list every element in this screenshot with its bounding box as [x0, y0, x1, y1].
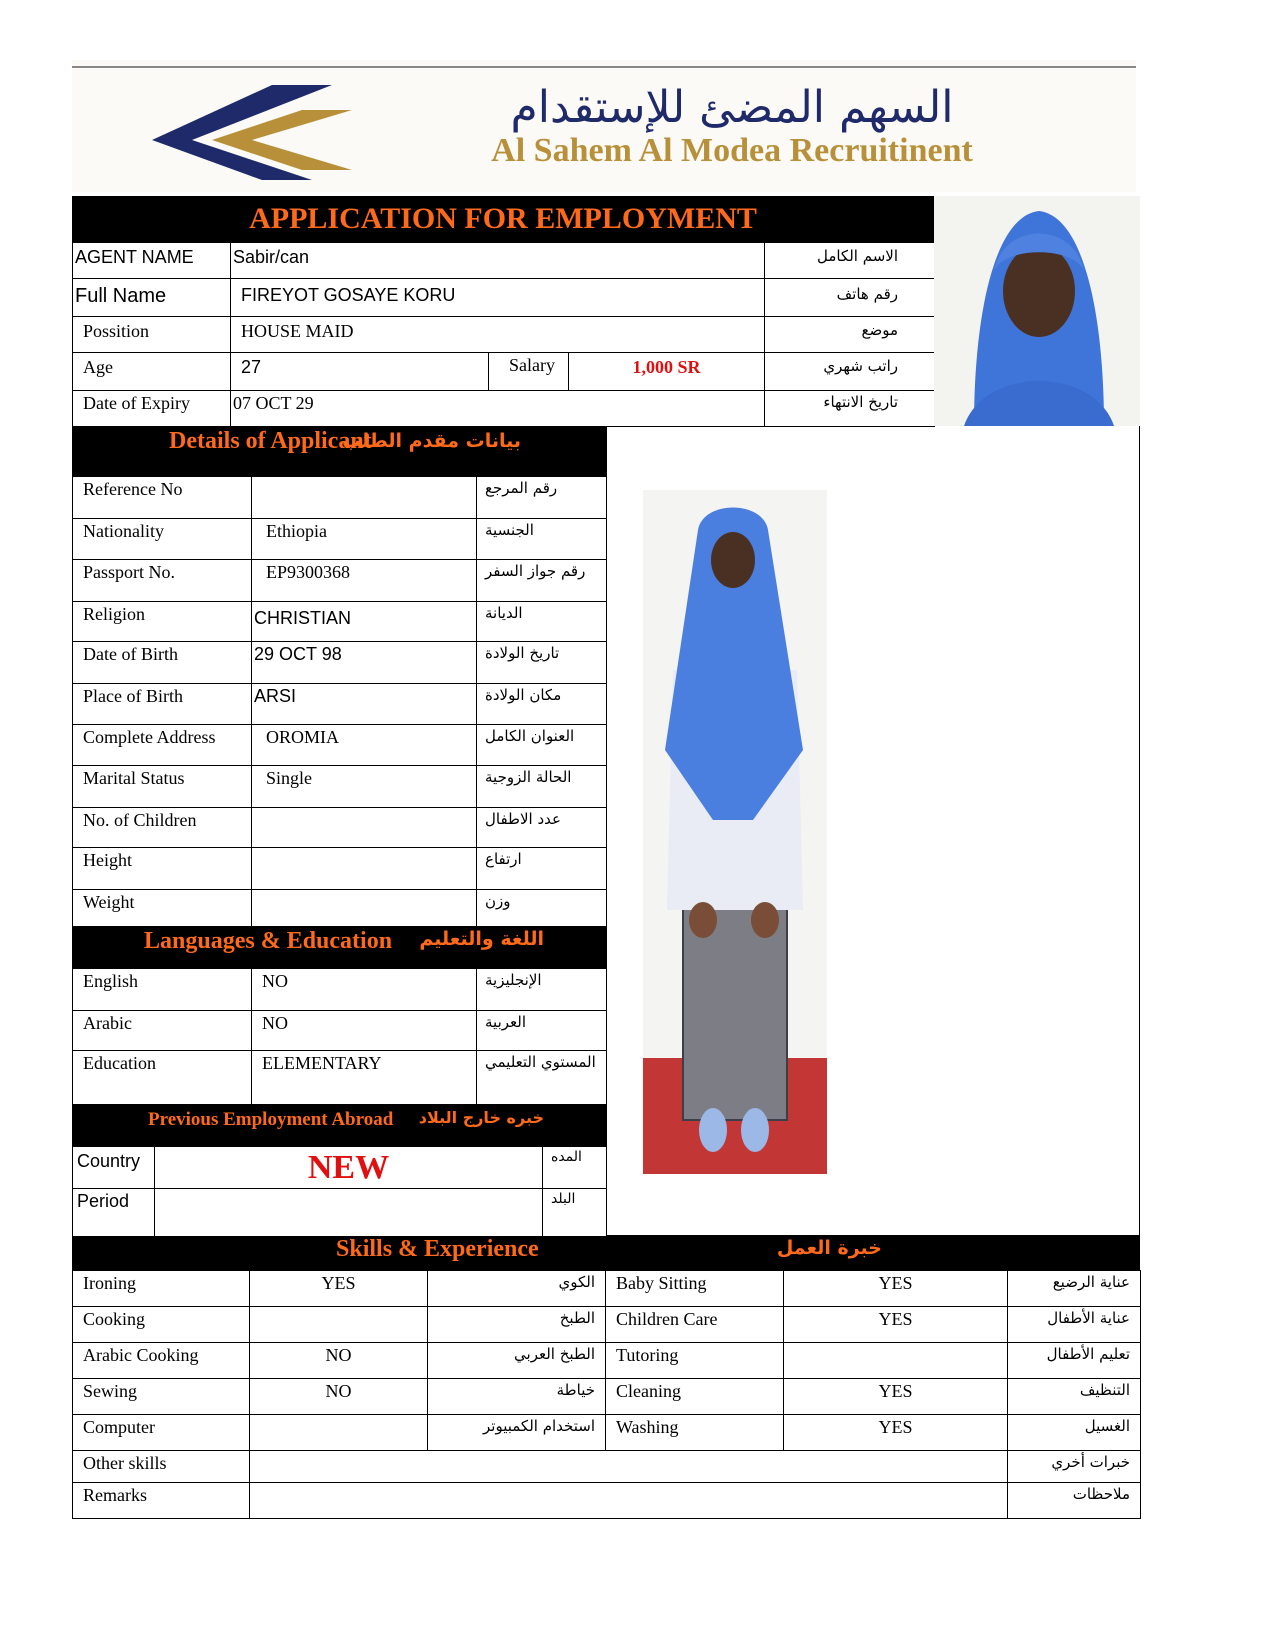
details-row	[73, 602, 607, 642]
other-skills-ar: خبرات أخري	[1008, 1451, 1141, 1483]
agent-value: Sabir/can	[231, 243, 765, 279]
language-row-ar: الإنجليزية	[477, 969, 607, 1011]
details-row-value: Single	[252, 766, 477, 808]
letterhead	[72, 60, 1136, 192]
details-row-value: OROMIA	[252, 725, 477, 766]
previous-table	[72, 1146, 607, 1237]
expiry-row	[73, 391, 935, 427]
skill-right-label: Tutoring	[606, 1343, 784, 1379]
country-label: Country	[73, 1147, 155, 1189]
skill-left-value: NO	[250, 1379, 428, 1415]
remarks-label: Remarks	[73, 1483, 250, 1519]
language-row-value: ELEMENTARY	[252, 1051, 477, 1105]
skill-left-ar: خياطة	[428, 1379, 606, 1415]
details-row	[73, 890, 607, 930]
skill-left-label: Computer	[73, 1415, 250, 1451]
skill-left-label: Cooking	[73, 1307, 250, 1343]
details-row	[73, 684, 607, 725]
skill-right-label: Baby Sitting	[606, 1271, 784, 1307]
details-row	[73, 766, 607, 808]
other-skills-label: Other skills	[73, 1451, 250, 1483]
skill-right-label: Children Care	[606, 1307, 784, 1343]
details-row-label: Date of Birth	[73, 642, 252, 684]
photo-panel	[606, 426, 1140, 1236]
arrow-logo-icon	[152, 85, 352, 180]
details-row-value: CHRISTIAN	[252, 602, 477, 642]
period-ar: البلد	[543, 1189, 607, 1237]
skill-right-value: YES	[784, 1271, 1008, 1307]
previous-header-ar: خبره خارج البلاد	[418, 1108, 544, 1127]
details-header	[72, 426, 606, 476]
language-row-value: NO	[252, 1011, 477, 1051]
skills-row	[73, 1415, 1141, 1451]
skill-right-label: Washing	[606, 1415, 784, 1451]
salary-ar: راتب شهري	[765, 353, 935, 391]
details-row-value: 29 OCT 98	[252, 642, 477, 684]
skill-right-ar: تعليم الأطفال	[1008, 1343, 1141, 1379]
name-ar: رقم هاتف	[765, 279, 935, 317]
languages-table	[72, 968, 607, 1105]
skill-left-label: Sewing	[73, 1379, 250, 1415]
details-row-value	[252, 890, 477, 930]
skill-left-ar: الكوي	[428, 1271, 606, 1307]
languages-header-ar: اللغة والتعليم	[419, 928, 544, 950]
name-value: FIREYOT GOSAYE KORU	[231, 279, 765, 317]
details-row	[73, 477, 607, 519]
details-row-label: Nationality	[73, 519, 252, 560]
details-row-ar: مكان الولادة	[477, 684, 607, 725]
name-label: Full Name	[73, 279, 231, 317]
salary-label: Salary	[489, 353, 569, 391]
skill-right-ar: التنظيف	[1008, 1379, 1141, 1415]
details-row	[73, 519, 607, 560]
full-body-photo	[643, 490, 827, 1174]
page-title: APPLICATION FOR EMPLOYMENT	[249, 202, 757, 235]
person-headshot-icon	[934, 196, 1140, 426]
details-row-label: Complete Address	[73, 725, 252, 766]
skill-left-ar: استخدام الكمبيوتر	[428, 1415, 606, 1451]
details-row-ar: رقم المرجع	[477, 477, 607, 519]
remarks-row	[73, 1483, 1141, 1519]
details-row-value	[252, 808, 477, 848]
country-row	[73, 1147, 607, 1189]
title-bar	[72, 196, 934, 242]
skill-left-ar: الطبخ	[428, 1307, 606, 1343]
languages-header-en: Languages & Education	[144, 928, 393, 954]
skill-left-label: Ironing	[73, 1271, 250, 1307]
letterhead-rule	[72, 66, 1136, 68]
period-value	[155, 1189, 543, 1237]
agent-ar: الاسم الكامل	[765, 243, 935, 279]
details-row	[73, 725, 607, 766]
details-row-value: EP9300368	[252, 560, 477, 602]
details-row-ar: الديانة	[477, 602, 607, 642]
logo-english-text: Al Sahem Al Modea Recruitinent	[491, 132, 973, 169]
language-row	[73, 969, 607, 1011]
position-ar: موضع	[765, 317, 935, 353]
details-row-ar: الجنسية	[477, 519, 607, 560]
details-row-label: No. of Children	[73, 808, 252, 848]
salary-value: 1,000 SR	[569, 353, 765, 391]
skill-right-ar: عناية الأطفال	[1008, 1307, 1141, 1343]
language-row-value: NO	[252, 969, 477, 1011]
skill-left-value	[250, 1415, 428, 1451]
details-row	[73, 808, 607, 848]
details-row-label: Reference No	[73, 477, 252, 519]
skill-left-value: NO	[250, 1343, 428, 1379]
details-row-value: ARSI	[252, 684, 477, 725]
skills-row	[73, 1307, 1141, 1343]
position-value: HOUSE MAID	[231, 317, 765, 353]
skills-header-ar: خبرة العمل	[776, 1237, 882, 1259]
details-header-ar: بيانات مقدم الطلب	[342, 430, 521, 452]
country-ar: المده	[543, 1147, 607, 1189]
details-row	[73, 560, 607, 602]
skills-header	[72, 1236, 1140, 1270]
details-row-label: Passport No.	[73, 560, 252, 602]
expiry-label: Date of Expiry	[73, 391, 231, 427]
details-row-ar: تاريخ الولادة	[477, 642, 607, 684]
previous-header	[72, 1104, 606, 1146]
details-row-ar: الحالة الزوجية	[477, 766, 607, 808]
remarks-ar: ملاحظات	[1008, 1483, 1141, 1519]
skills-table	[72, 1270, 1141, 1519]
details-row-value	[252, 848, 477, 890]
skill-right-value	[784, 1343, 1008, 1379]
expiry-value: 07 OCT 29	[231, 391, 765, 427]
previous-header-en: Previous Employment Abroad	[148, 1109, 394, 1130]
skill-right-value: YES	[784, 1415, 1008, 1451]
details-row-ar: ارتفاع	[477, 848, 607, 890]
details-table	[72, 476, 607, 930]
details-row	[73, 848, 607, 890]
details-row-ar: عدد الاطفال	[477, 808, 607, 848]
details-row-ar: وزن	[477, 890, 607, 930]
details-row-ar: رقم جواز السفر	[477, 560, 607, 602]
person-full-body-icon	[643, 490, 827, 1174]
skills-row	[73, 1343, 1141, 1379]
skill-left-ar: الطبخ العربي	[428, 1343, 606, 1379]
details-row-ar: العنوان الكامل	[477, 725, 607, 766]
remarks-value	[250, 1483, 1008, 1519]
logo-arabic-text: السهم المضئ للإستقدام	[510, 82, 954, 133]
skills-row	[73, 1379, 1141, 1415]
details-row-label: Place of Birth	[73, 684, 252, 725]
age-salary-row	[73, 353, 935, 391]
details-row-label: Weight	[73, 890, 252, 930]
period-label: Period	[73, 1189, 155, 1237]
position-row	[73, 317, 935, 353]
position-label: Possition	[73, 317, 231, 353]
skill-left-value: YES	[250, 1271, 428, 1307]
skills-header-en: Skills & Experience	[336, 1236, 539, 1262]
skills-row	[73, 1271, 1141, 1307]
age-label: Age	[73, 353, 231, 391]
age-value: 27	[231, 353, 489, 391]
top-info-table	[72, 242, 935, 427]
skill-right-ar: عناية الرضيع	[1008, 1271, 1141, 1307]
details-header-en: Details of Applicant	[169, 428, 372, 454]
language-row-ar: المستوي التعليمي	[477, 1051, 607, 1105]
skill-right-value: YES	[784, 1379, 1008, 1415]
previous-value: NEW	[155, 1147, 543, 1189]
agent-row	[73, 243, 935, 279]
skill-left-value	[250, 1307, 428, 1343]
name-row	[73, 279, 935, 317]
language-row	[73, 1051, 607, 1105]
expiry-ar: تاريخ الانتهاء	[765, 391, 935, 427]
headshot-photo	[934, 196, 1140, 426]
period-row	[73, 1189, 607, 1237]
skill-right-label: Cleaning	[606, 1379, 784, 1415]
other-skills-row	[73, 1451, 1141, 1483]
language-row	[73, 1011, 607, 1051]
details-row-value: Ethiopia	[252, 519, 477, 560]
other-skills-value	[250, 1451, 1008, 1483]
details-row-label: Religion	[73, 602, 252, 642]
skill-right-value: YES	[784, 1307, 1008, 1343]
details-row	[73, 642, 607, 684]
language-row-label: Education	[73, 1051, 252, 1105]
skill-right-ar: الغسيل	[1008, 1415, 1141, 1451]
details-row-label: Marital Status	[73, 766, 252, 808]
skill-left-label: Arabic Cooking	[73, 1343, 250, 1379]
agent-label: AGENT NAME	[73, 243, 231, 279]
details-row-value	[252, 477, 477, 519]
language-row-ar: العربية	[477, 1011, 607, 1051]
language-row-label: English	[73, 969, 252, 1011]
languages-header	[72, 926, 606, 968]
details-row-label: Height	[73, 848, 252, 890]
language-row-label: Arabic	[73, 1011, 252, 1051]
